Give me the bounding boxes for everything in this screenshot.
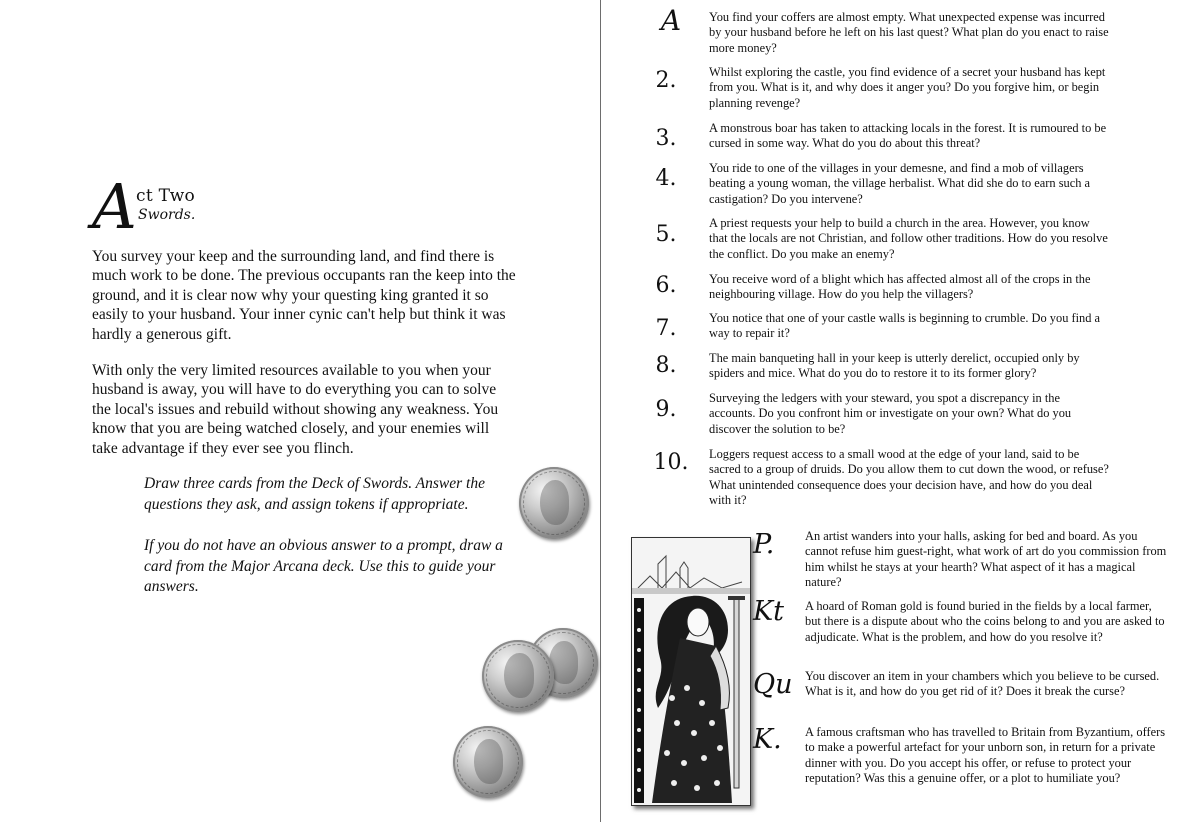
prompt-text: You find your coffers are almost empty. What unexpected expense was incurred by your husband before he left on his last quest? What plan do you enact to raise more money? bbox=[709, 10, 1109, 55]
prompt-text: A monstrous boar has taken to attacking locals in the forest. It is rumoured to be cursed in some way. What do you do about this threat? bbox=[709, 121, 1107, 151]
prompt-text: You notice that one of your castle walls is beginning to crumble. Do you find a way to repair it? bbox=[709, 311, 1101, 341]
card-artwork bbox=[632, 538, 750, 805]
court-card-symbol: K. bbox=[753, 724, 782, 755]
prompt-number: 9. bbox=[655, 397, 677, 422]
roman-coin-image bbox=[482, 640, 554, 712]
prompt-number: 10. bbox=[653, 450, 689, 475]
prompt-number: 4. bbox=[655, 166, 677, 191]
instruction-major-arcana: If you do not have an obvious answer to a prompt, draw a card from the Major Arcana deck. Use this to guide your answers. bbox=[144, 537, 503, 595]
prompt-text: You receive word of a blight which has affected almost all of the crops in the neighbouring village. How do you help the villagers? bbox=[709, 272, 1091, 302]
court-card-text: An artist wanders into your halls, asking for bed and board. As you cannot refuse him guest-right, what work of art do you commission from him whilst he stays at your hearth? What aspect of it has a magical nature? bbox=[805, 529, 1167, 589]
court-card-text: You discover an item in your chambers which you believe to be cursed. What is it, and how do you get rid of it? Does it break the curse? bbox=[805, 669, 1160, 699]
prompt-text: Surveying the ledgers with your steward, you spot a discrepancy in the accounts. Do you confront him or investigate on your own? What do you discover the solution to be? bbox=[709, 391, 1072, 436]
act-title bbox=[92, 170, 312, 248]
intro-paragraph-1: You survey your keep and the surrounding land, and find there is much work to be done. The previous occupants ran the keep into the ground, and it is clear now why your questing king granted it so easily to your husband. Your inner cynic can't help but think it was hardly a generous gift. bbox=[92, 248, 516, 343]
page-gutter bbox=[600, 0, 601, 822]
title-swords: Swords. bbox=[138, 207, 196, 223]
roman-coin-image bbox=[453, 726, 523, 798]
court-card-text: A hoard of Roman gold is found buried in the fields by a local farmer, but there is a dispute about who the coins belong to and you are asked to adjudicate. What is the problem, and how do you resolve it? bbox=[805, 599, 1165, 644]
roman-coin-image bbox=[519, 467, 589, 539]
court-card-symbol: Kt bbox=[753, 596, 785, 627]
court-card-text: A famous craftsman who has travelled to Britain from Byzantium, offers to make a powerful artefact for your unborn son, in return for a private dinner with you. Do you accept his offer, or refuse to protect your reputation? Was this a genuine offer, or a plot to humiliate you? bbox=[805, 725, 1166, 785]
prompt-text: Loggers request access to a small wood at the edge of your land, said to be sacred to a group of druids. Do you allow them to cut down the wood, or refuse? What unintended consequence does your decision have, and how do you deal with it? bbox=[709, 447, 1109, 507]
title-dropcap: A bbox=[92, 170, 137, 243]
intro-paragraph-2: With only the very limited resources available to you when your husband is away, you will have to do everything you can to solve the local's issues and rebuild without showing any weakness. You know that you are being watched closely, and your enemies will take advantage if they ever see you flinch. bbox=[92, 362, 499, 457]
prompt-number: 6. bbox=[655, 273, 677, 298]
court-card-symbol: P. bbox=[753, 529, 775, 560]
prompt-number: 7. bbox=[655, 316, 677, 341]
prompt-number: A bbox=[660, 4, 682, 37]
prompt-text: You ride to one of the villages in your demesne, and find a mob of villagers beating a young woman, the village herbalist. What did she do to earn such a castigation? Do you intervene? bbox=[709, 161, 1091, 206]
prompt-number: 2. bbox=[655, 68, 677, 93]
prompt-text: The main banqueting hall in your keep is utterly derelict, occupied only by spiders and mice. What do you do to restore it to its former glory? bbox=[709, 351, 1080, 381]
prompt-text: Whilst exploring the castle, you find evidence of a secret your husband has kept from you. What is it, and why does it anger you? Do you forgive him, or begin planning revenge? bbox=[709, 65, 1106, 110]
prompt-number: 5. bbox=[655, 222, 677, 247]
court-card-symbol: Qu bbox=[753, 669, 793, 700]
prompt-number: 3. bbox=[655, 126, 677, 151]
instruction-draw-cards: Draw three cards from the Deck of Swords. Answer the questions they ask, and assign tokens if appropriate. bbox=[144, 475, 485, 513]
prompt-text: A priest requests your help to build a church in the area. However, you know that the locals are not Christian, and follow other traditions. How do you resolve the conflict. Do you make an enemy? bbox=[709, 216, 1108, 261]
title-act-two: ct Two bbox=[136, 186, 196, 206]
prompt-number: 8. bbox=[655, 353, 677, 378]
art-nouveau-card-illustration bbox=[631, 537, 751, 806]
